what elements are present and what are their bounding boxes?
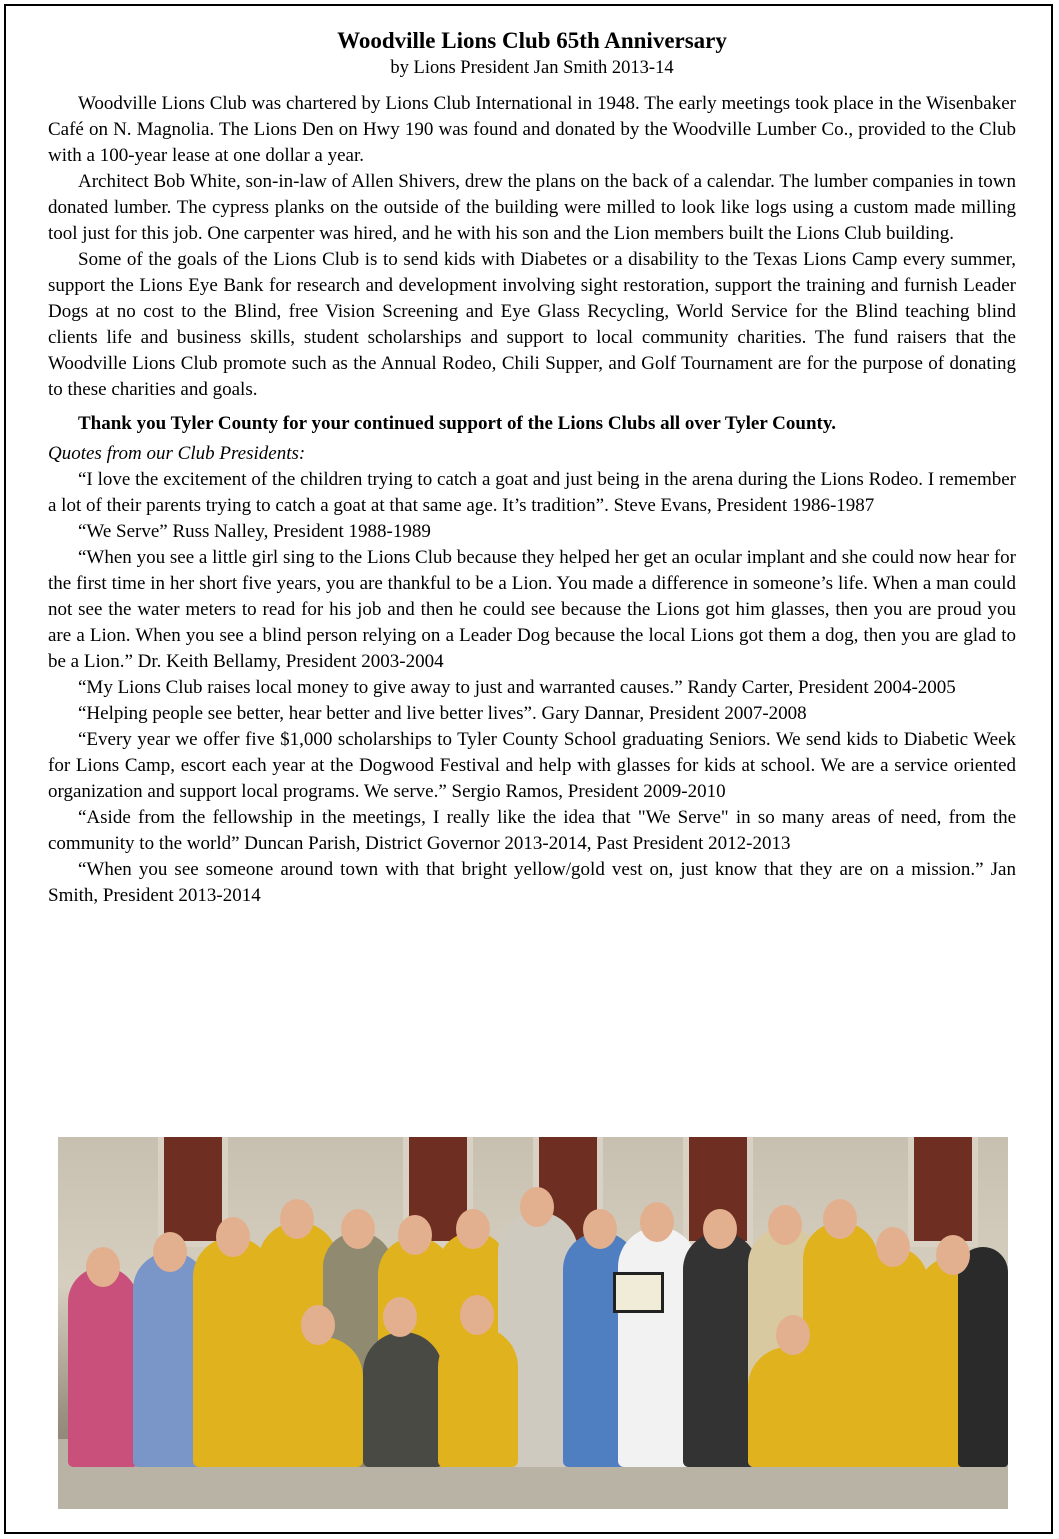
quote-russ-nalley: “We Serve” Russ Nalley, President 1988-1989	[78, 521, 431, 542]
person	[683, 1232, 758, 1467]
person-head	[936, 1235, 970, 1275]
person-head	[456, 1209, 490, 1249]
person-head	[153, 1232, 187, 1272]
person	[68, 1267, 138, 1467]
quote-keith-bellamy: “When you see a little girl sing to the Lions Club because they helped her get an ocular implant and she could now hear for the first time in her short five years, you are thankful to be a Lion. You made a difference in someone’s life. When a man could not see the water meters to read for his job and then he could see because the Lions got him glasses, then you are proud you are a Lion. When you see a blind person relying on a Leader Dog because the local Lions got them a dog, then you are glad to be a Lion.” Dr. Keith Bellamy, President 2003-2004	[48, 547, 1016, 672]
person	[363, 1332, 443, 1467]
certificate-frame	[613, 1272, 664, 1313]
paragraph-goals: Some of the goals of the Lions Club is to send kids with Diabetes or a disability to the Texas Lions Camp every summer, support the Lions Eye Bank for research and development involving sight restoration, support the training and furnish Leader Dogs at no cost to the Blind, free Vision Screening and Eye Glass Recycling, World Service for the Blind teaching blind clients life and business skills, student scholarships and support to local community charities. The fund raisers that the Woodville Lions Club promote such as the Annual Rodeo, Chili Supper, and Golf Tournament are for the purpose of donating to these charities and goals.	[48, 249, 1016, 400]
person	[748, 1347, 838, 1467]
person-head	[703, 1209, 737, 1249]
quote-steve-evans: “I love the excitement of the children trying to catch a goat and just being in the arena during the Lions Rodeo. I remember a lot of their parents trying to catch a goat at that same age. It’s tradition”. Steve Evans, President 1986-1987	[48, 469, 1016, 516]
quote-gary-dannar: “Helping people see better, hear better and live better lives”. Gary Dannar, President 2007-2008	[78, 703, 807, 724]
quote-sergio-ramos: “Every year we offer five $1,000 scholarships to Tyler County School graduating Seniors. We send kids to Diabetic Week for Lions Camp, escort each year at the Dogwood Festival and help with glasses for kids at school. We are a service oriented organization and support local programs. We serve.” Sergio Ramos, President 2009-2010	[48, 729, 1016, 802]
person-head	[383, 1297, 417, 1337]
person-head	[768, 1205, 802, 1245]
article	[48, 26, 1016, 909]
quotes-heading: Quotes from our Club Presidents:	[48, 443, 306, 464]
paragraph-history: Woodville Lions Club was chartered by Lions Club International in 1948. The early meetings took place in the Wisenbaker Café on N. Magnolia. The Lions Den on Hwy 190 was found and donated by the Woodville Lumber Co., provided to the Club with a 100-year lease at one dollar a year.	[48, 93, 1016, 166]
person-head	[583, 1209, 617, 1249]
person-head	[776, 1315, 810, 1355]
person-head	[280, 1199, 314, 1239]
person-head	[398, 1215, 432, 1255]
person-head	[520, 1187, 554, 1227]
thanks-line: Thank you Tyler County for your continued support of the Lions Clubs all over Tyler County.	[78, 413, 837, 434]
person-head	[876, 1227, 910, 1267]
person	[958, 1247, 1008, 1467]
quote-jan-smith: “When you see someone around town with that bright yellow/gold vest on, just know that they are on a mission.” Jan Smith, President 2013-2014	[48, 859, 1016, 906]
article-byline: by Lions President Jan Smith 2013-14	[390, 58, 674, 78]
quote-duncan-parish: “Aside from the fellowship in the meetings, I really like the idea that "We Serve" in so many areas of need, from the community to the world” Duncan Parish, District Governor 2013-2014, Past President 2012-2013	[48, 807, 1016, 854]
article-title: Woodville Lions Club 65th Anniversary	[337, 28, 727, 53]
paragraph-building: Architect Bob White, son-in-law of Allen Shivers, drew the plans on the back of a calendar. The lumber companies in town donated lumber. The cypress planks on the outside of the building were milled to look like logs using a custom made milling tool just for this job. One carpenter was hired, and he with his son and the Lion members built the Lions Club building.	[48, 171, 1016, 244]
person-head	[216, 1217, 250, 1257]
person-head	[823, 1199, 857, 1239]
person-head	[86, 1247, 120, 1287]
person-head	[640, 1202, 674, 1242]
building-window	[908, 1137, 978, 1247]
quote-randy-carter: “My Lions Club raises local money to give away to just and warranted causes.” Randy Carter, President 2004-2005	[78, 677, 956, 698]
person	[278, 1337, 363, 1467]
person-head	[301, 1305, 335, 1345]
group-photo	[58, 1137, 1008, 1509]
person-head	[341, 1209, 375, 1249]
person	[438, 1327, 518, 1467]
person-head	[460, 1295, 494, 1335]
